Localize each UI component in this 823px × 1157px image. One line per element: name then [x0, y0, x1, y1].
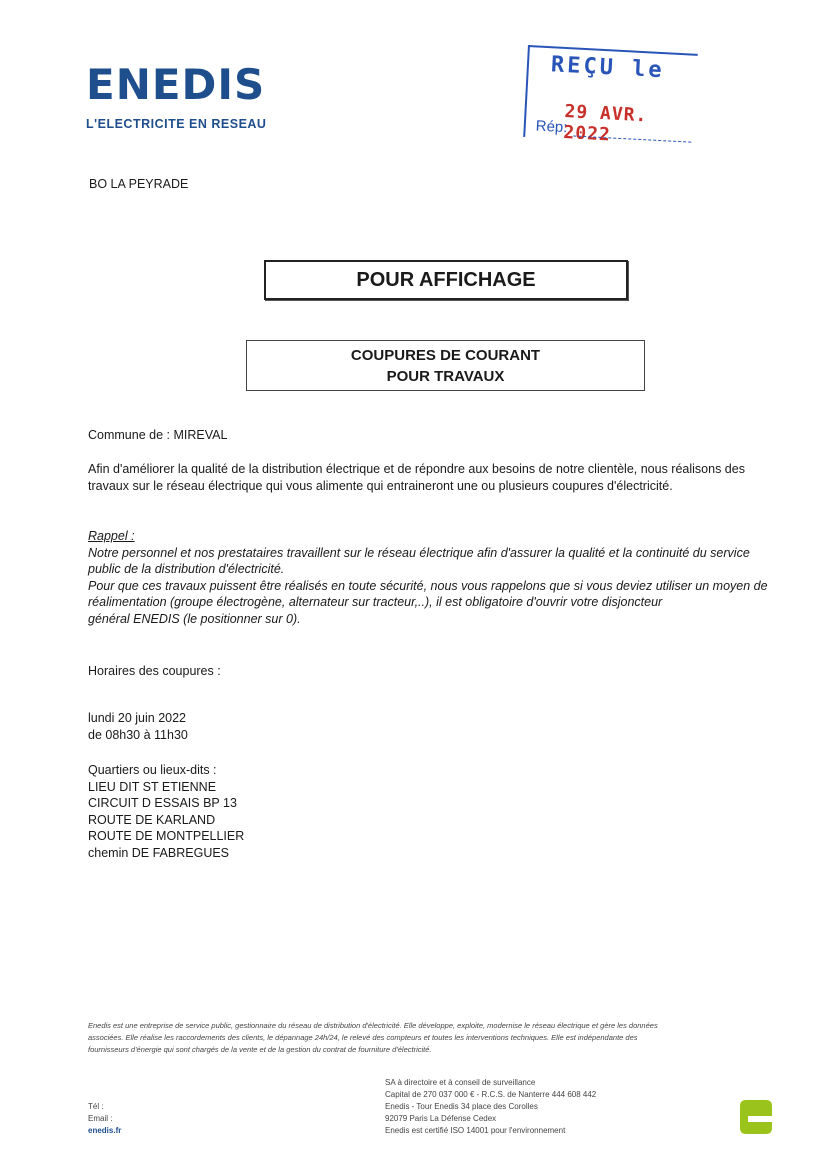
subject-box	[246, 340, 645, 391]
enedis-logo	[86, 60, 266, 109]
footer-legal-line: fournisseurs d'énergie qui sont chargés de la vente et de la gestion du contrat de fourniture d'électricité.	[88, 1045, 432, 1054]
rappel-line: Pour que ces travaux puissent être réalisés en toute sécurité, nous vous rappelons que si vous deviez utiliser un moyen de	[88, 578, 768, 593]
subject-line-1: COUPURES DE COURANT	[350, 346, 541, 364]
list-item: chemin DE FABREGUES	[88, 845, 230, 860]
rappel-heading: Rappel :	[88, 529, 135, 543]
rappel-section	[88, 528, 788, 627]
logo-tagline: L'ELECTRICITE EN RESEAU	[86, 117, 267, 131]
schedule	[88, 710, 188, 743]
rappel-line: réalimentation (groupe électrogène, alternateur sur tracteur,..), il est obligatoire d'ouvrir votre disjoncteur	[88, 595, 663, 609]
commune: Commune de : MIREVAL	[88, 428, 228, 442]
rappel-line: général ENEDIS (le positionner sur 0).	[88, 611, 301, 626]
footer-email: Email :	[88, 1114, 113, 1123]
footer-website-link[interactable]: enedis.fr	[88, 1126, 122, 1135]
notice-title-box	[264, 260, 628, 300]
sender: BO LA PEYRADE	[89, 177, 189, 191]
stamp-rep: Rép:	[535, 117, 568, 137]
list-item: CIRCUIT D ESSAIS BP 13	[88, 796, 237, 810]
cut-date: lundi 20 juin 2022	[88, 711, 186, 725]
intro-line-2: travaux sur le réseau électrique qui vous alimente qui entraineront une ou plusieurs coupures d'électricité.	[88, 478, 673, 493]
list-item: LIEU DIT ST ETIENNE	[88, 779, 217, 794]
company-line: 92079 Paris La Défense Cedex	[385, 1114, 497, 1123]
footer-legal	[88, 1020, 768, 1056]
stamp-title: REÇU le	[550, 52, 666, 84]
list-item: ROUTE DE MONTPELLIER	[88, 829, 245, 843]
footer-tel: Tél :	[88, 1102, 104, 1111]
notice-title: POUR AFFICHAGE	[356, 268, 536, 291]
intro-line-1: Afin d'améliorer la qualité de la distribution électrique et de répondre aux besoins de notre clientèle, nous réalisons des	[88, 462, 745, 476]
footer-contact	[88, 1101, 121, 1137]
footer-legal-line: associées. Elle réalise les raccordements des clients, le dépannage 24h/24, le relevé des compteurs et toutes les interventions techniques. Elle est indépendante des	[88, 1033, 638, 1042]
footer-company	[385, 1077, 596, 1137]
horaires-label: Horaires des coupures :	[88, 664, 221, 678]
company-line: Capital de 270 037 000 € - R.C.S. de Nanterre 444 608 442	[385, 1090, 597, 1099]
rappel-line: public de la distribution d'électricité.	[88, 562, 285, 576]
logo-wordmark: ENEDIS	[86, 60, 266, 109]
quartiers-section	[88, 762, 244, 861]
received-stamp	[523, 45, 698, 146]
company-line: SA à directoire et à conseil de surveillance	[385, 1078, 536, 1087]
enedis-mini-logo-icon	[736, 1098, 776, 1136]
list-item: ROUTE DE KARLAND	[88, 812, 216, 827]
footer-legal-line: Enedis est une entreprise de service public, gestionnaire du réseau de distribution d'électricité. Elle développe, exploite, modernise le réseau électrique et gère les données	[88, 1021, 658, 1030]
stamp-date: 29 AVR. 2022	[562, 101, 648, 146]
company-line: Enedis est certifié ISO 14001 pour l'environnement	[385, 1126, 566, 1135]
subject-line-2: POUR TRAVAUX	[386, 367, 505, 385]
rappel-line: Notre personnel et nos prestataires travaillent sur le réseau électrique afin d'assurer la qualité et la continuité du service	[88, 545, 750, 560]
company-line: Enedis - Tour Enedis 34 place des Corolles	[385, 1102, 538, 1111]
quartiers-label: Quartiers ou lieux-dits :	[88, 763, 217, 777]
cut-time: de 08h30 à 11h30	[88, 727, 188, 742]
intro-paragraph	[88, 461, 788, 494]
